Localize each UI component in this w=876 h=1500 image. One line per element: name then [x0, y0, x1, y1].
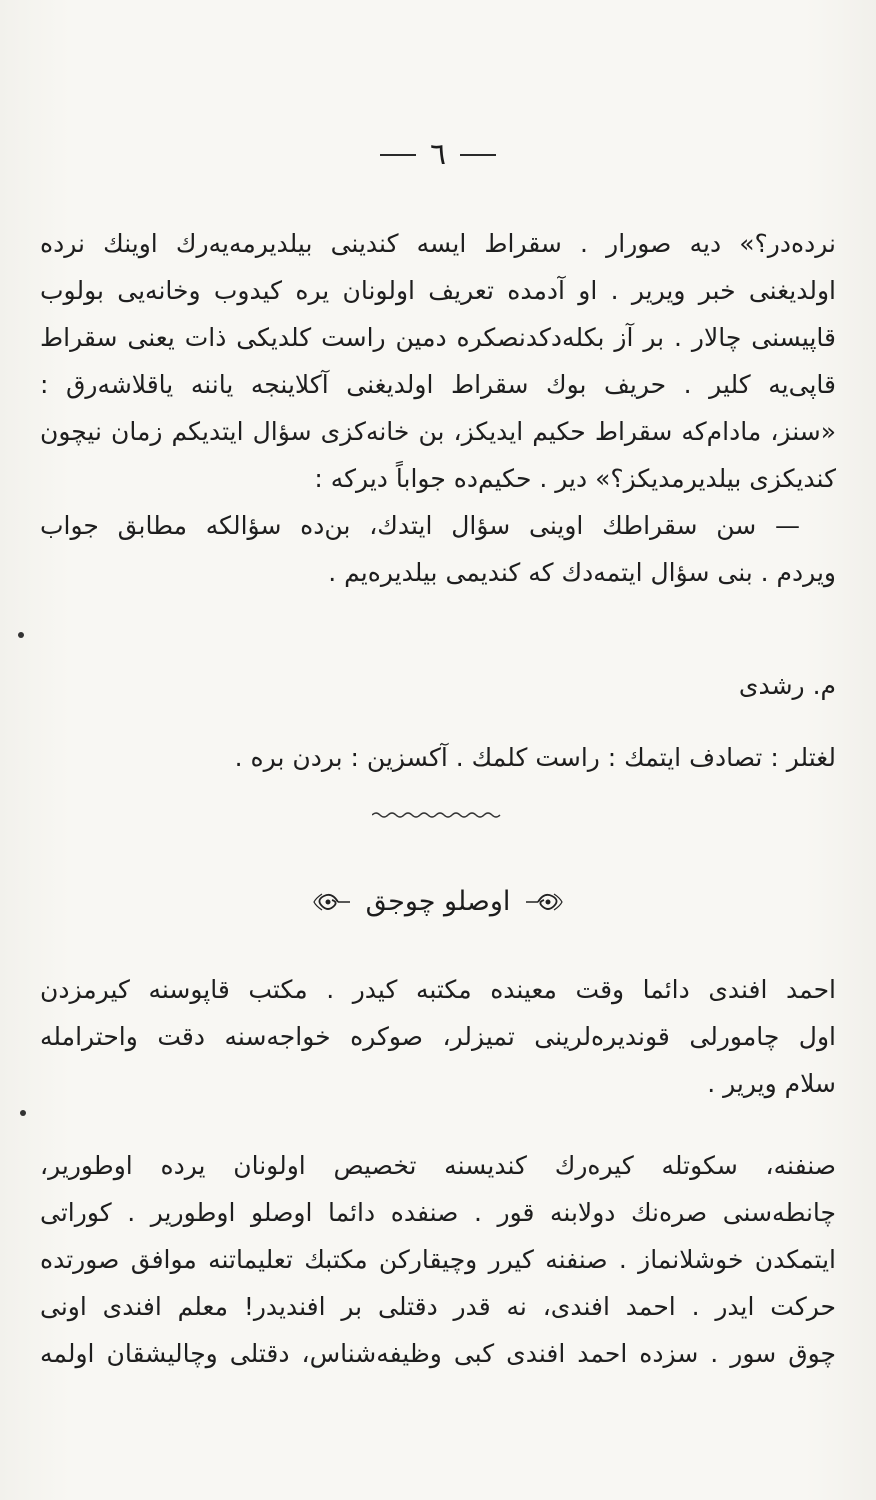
ornament-left-icon [312, 890, 352, 914]
text-line: قاپیسنی چالار . بر آز بکله‌دکدنصکره دمین راست کلدیکی ذات یعنی سقراط [40, 323, 836, 352]
text-line: سلام ویریر . [707, 1069, 836, 1098]
glossary-line [40, 734, 836, 781]
author-signature [40, 662, 836, 709]
ornament-right-icon [524, 890, 564, 914]
text-line: «سنز، مادام‌که سقراط حکیم ایدیکز، بن خانه‌کزی سؤال ایتدیکم زمان نیچون [40, 417, 836, 446]
header-dash-left [380, 154, 416, 156]
text-line: ویردم . بنی سؤال ایتمه‌دك که کندیمی بیلدیره‌یم . [328, 558, 836, 587]
text-line: چوق سور . سزده احمد افندی کبی وظیفه‌شناس، دقتلی وچالیشقان اولمه [40, 1339, 836, 1368]
text-line: اولدیغنی خبر ویریر . او آدمده تعریف اولونان یره کیدوب وخانه‌یی بولوب [40, 276, 836, 305]
text-line: حرکت ایدر . احمد افندی، نه قدر دقتلی بر افندیدر! معلم افندی اونی [40, 1292, 836, 1321]
text-line: احمد افندی دائما وقت معینده مکتبه کیدر . مکتب قاپوسنه کیرمزدن [40, 975, 836, 1004]
signature-text: م. رشدی [738, 671, 836, 700]
wavy-divider [372, 810, 502, 820]
header-dash-right [460, 154, 496, 156]
page-number: ٦ [429, 137, 447, 172]
page-header [0, 137, 876, 172]
paragraph-socrates [40, 220, 836, 596]
paragraph-ahmed-class [40, 1142, 836, 1377]
text-line: صنفنه، سکوتله کیره‌رك کندیسنه تخصیص اولونان یرده اوطوریر، [40, 1151, 836, 1180]
text-line: ایتمکدن خوشلانماز . صنفنه کیرر وچیقارکن مکتبك تعلیماتنه موافق صورتده [40, 1245, 836, 1274]
text-line: چانطه‌سنی صره‌نك دولابنه قور . صنفده دائما اوصلو اوطوریر . کوراتی [40, 1198, 836, 1227]
text-line: قاپی‌یه کلیر . حریف بوك سقراط اولدیغنی آکلاینجه یاننه یاقلاشه‌رق : [40, 370, 836, 399]
text-line: — سن سقراطك اوینی سؤال ایتدك، بن‌ده سؤالکه مطابق جواب [40, 511, 800, 540]
margin-mark [18, 632, 24, 638]
paragraph-ahmed-intro [40, 966, 836, 1107]
text-line: نرده‌در؟» دیه صورار . سقراط ایسه کندینی بیلدیرمه‌یه‌رك اوینك نرده [40, 229, 836, 258]
section-title: اوصلو چوجق [365, 886, 511, 917]
glossary-text: لغتلر : تصادف ایتمك : راست کلمك . آکسزین : بردن بره . [234, 743, 836, 772]
text-line: کندیکزی بیلدیرمدیکز؟» دیر . حکیم‌ده جواباً دیرکه : [314, 464, 836, 493]
text-line: اول چامورلی قوندیره‌لرینی تمیزلر، صوکره خواجه‌سنه دقت واحترامله [40, 1022, 836, 1051]
section-heading [0, 886, 876, 917]
margin-mark [20, 1110, 26, 1116]
